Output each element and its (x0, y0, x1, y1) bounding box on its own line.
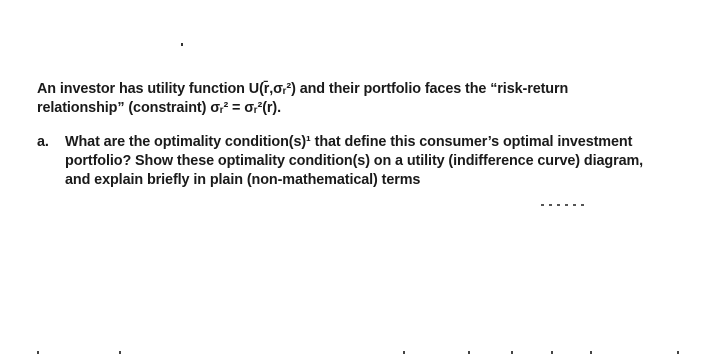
part-a-marker: a. (37, 134, 49, 150)
scan-speck (181, 43, 183, 46)
part-a-line-1: What are the optimality condition(s)¹ that define this consumer’s optimal investment (65, 134, 633, 150)
part-a-line-2: portfolio? Show these optimality condition(s) on a utility (indifference curve) diagram, (65, 153, 644, 169)
question-intro (37, 80, 677, 118)
part-a-body (65, 133, 643, 190)
intro-line-1: An investor has utility function U(r̄,σᵣ²) and their portfolio faces the “risk-return (37, 81, 569, 97)
intro-line-2: relationship” (constraint) σᵣ² = σᵣ²(r). (37, 100, 282, 116)
scan-dots (541, 204, 585, 206)
part-a-line-3: and explain briefly in plain (non-mathematical) terms (65, 172, 421, 188)
scan-bottom-marks (0, 349, 720, 354)
